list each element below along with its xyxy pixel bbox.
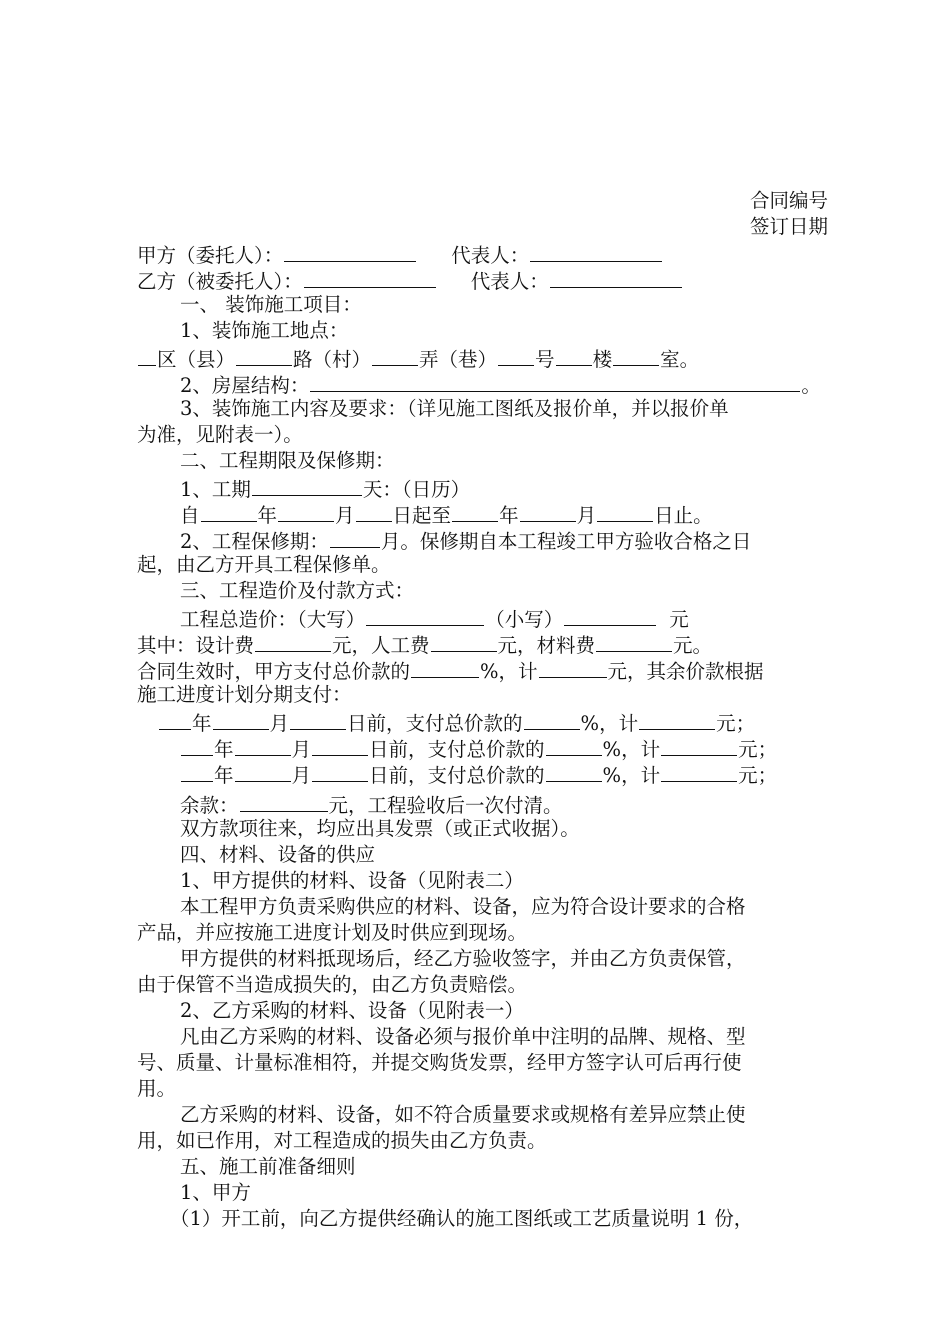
party-a-prep-item1: （1）开工前，向乙方提供经确认的施工图纸或工艺质量说明 1 份， xyxy=(170,1207,754,1230)
warranty-line xyxy=(180,526,751,555)
installment-pct-label: %，计 xyxy=(602,738,661,761)
installment-end: 元； xyxy=(738,764,778,787)
installment-month-label: 月 xyxy=(291,738,312,761)
total-small-label: （小写） xyxy=(485,608,564,631)
end-month-blank[interactable] xyxy=(520,500,576,522)
party-a-materials-title: 1、甲方提供的材料、设备（见附表二） xyxy=(180,869,524,892)
balance-blank[interactable] xyxy=(240,790,328,812)
design-fee-blank[interactable] xyxy=(255,630,331,652)
installment-year-label: 年 xyxy=(214,738,234,761)
design-fee-label: 其中：设计费 xyxy=(137,634,255,657)
effective-line-2: 施工进度计划分期支付： xyxy=(137,683,352,706)
installment-end: 元； xyxy=(716,712,756,735)
installment-day-label: 日前，支付总价款的 xyxy=(369,738,545,761)
structure-line xyxy=(180,370,821,399)
installment-month-blank[interactable] xyxy=(213,708,269,730)
sign-date-label: 签订日期 xyxy=(750,215,829,238)
installment-amount-blank[interactable] xyxy=(661,760,737,782)
pct-calc-label: %，计 xyxy=(480,660,538,683)
installment-amount-blank[interactable] xyxy=(661,734,737,756)
structure-label: 2、房屋结构： xyxy=(180,374,310,397)
balance-label: 余款： xyxy=(180,794,239,817)
section1-title: 一、 装饰施工项目： xyxy=(180,293,362,316)
party-a-blank[interactable] xyxy=(284,240,416,262)
installment-pct-label: %，计 xyxy=(602,764,661,787)
section2-title: 二、工程期限及保修期： xyxy=(180,449,395,472)
party-a-rep-label: 代表人： xyxy=(451,244,530,267)
party-b-materials-p1-line1: 凡由乙方采购的材料、设备必须与报价单中注明的品牌、规格、型 xyxy=(180,1025,746,1048)
party-b-rep-blank[interactable] xyxy=(550,266,682,288)
structure-end: 。 xyxy=(801,374,821,397)
installment-amount-blank[interactable] xyxy=(639,708,715,730)
section3-title: 三、工程造价及付款方式： xyxy=(180,579,415,602)
section5-title: 五、施工前准备细则 xyxy=(180,1155,356,1178)
installment-day-blank[interactable] xyxy=(290,708,346,730)
contract-number-label: 合同编号 xyxy=(750,189,829,212)
district-label: 区（县） xyxy=(157,348,236,371)
warranty-blank[interactable] xyxy=(330,526,380,548)
address-line xyxy=(137,344,699,373)
warranty-line-2: 起，由乙方开具工程保修单。 xyxy=(137,553,391,576)
party-a-label: 甲方（委托人）： xyxy=(137,244,284,267)
start-month-blank[interactable] xyxy=(278,500,334,522)
installment-year-blank[interactable] xyxy=(159,708,191,730)
installment-pct-label: %，计 xyxy=(580,712,639,735)
start-day-blank[interactable] xyxy=(356,500,392,522)
party-a-materials-p1-line1: 本工程甲方负责采购供应的材料、设备，应为符合设计要求的合格 xyxy=(180,895,746,918)
number-label: 号 xyxy=(535,348,555,371)
content-line-1: 3、装饰施工内容及要求：（详见施工图纸及报价单，并以报价单 xyxy=(180,397,729,420)
lane-blank[interactable] xyxy=(372,344,418,366)
effective-amount-blank[interactable] xyxy=(539,656,607,678)
year-label: 年 xyxy=(257,504,278,527)
party-a-rep-blank[interactable] xyxy=(530,240,662,262)
warranty-label: 2、工程保修期： xyxy=(180,530,329,553)
room-label: 室。 xyxy=(660,348,700,371)
installment-month-label: 月 xyxy=(291,764,312,787)
road-label: 路（村） xyxy=(293,348,372,371)
party-b-rep-label: 代表人： xyxy=(470,270,549,293)
installment-day-blank[interactable] xyxy=(312,760,368,782)
installment-year-blank[interactable] xyxy=(181,760,213,782)
total-number-blank[interactable] xyxy=(564,604,656,626)
installment-day-blank[interactable] xyxy=(312,734,368,756)
installment-end: 元； xyxy=(738,738,778,761)
installment-month-blank[interactable] xyxy=(235,734,291,756)
day-end-label: 日止。 xyxy=(654,504,713,527)
labor-fee-label: 元，人工费 xyxy=(332,634,430,657)
party-b-materials-p2-line2: 用，如已作用，对工程造成的损失由乙方负责。 xyxy=(137,1129,547,1152)
section4-title: 四、材料、设备的供应 xyxy=(180,843,376,866)
installment-year-label: 年 xyxy=(214,764,234,787)
period-line xyxy=(180,474,470,503)
installment-row-2 xyxy=(180,734,777,763)
material-fee-blank[interactable] xyxy=(596,630,672,652)
invoice-line: 双方款项往来，均应出具发票（或正式收据）。 xyxy=(180,817,580,840)
period-blank[interactable] xyxy=(252,474,362,496)
site-label: 1、装饰施工地点： xyxy=(180,319,349,342)
month-label: 月 xyxy=(576,504,597,527)
party-b-materials-p1-line2: 号、质量、计量标准相符，并提交购货发票，经甲方签字认可后再行使 xyxy=(137,1051,742,1074)
end-year-blank[interactable] xyxy=(452,500,498,522)
yuan-label: 元 xyxy=(669,608,689,631)
party-b-materials-p1-line3: 用。 xyxy=(137,1077,177,1100)
end-day-blank[interactable] xyxy=(597,500,653,522)
structure-blank[interactable] xyxy=(310,370,800,392)
room-blank[interactable] xyxy=(613,344,659,366)
year-label: 年 xyxy=(499,504,519,527)
labor-fee-blank[interactable] xyxy=(431,630,497,652)
party-a-prep-title: 1、甲方 xyxy=(180,1181,251,1204)
installment-year-label: 年 xyxy=(192,712,212,735)
installment-month-blank[interactable] xyxy=(235,760,291,782)
total-uppercase-blank[interactable] xyxy=(366,604,484,626)
lane-label: 弄（巷） xyxy=(419,348,498,371)
day-start-label: 日起至 xyxy=(392,504,452,527)
breakdown-end: 元。 xyxy=(673,634,713,657)
effective-payment-line xyxy=(137,656,764,685)
party-a-materials-p1-line2: 产品，并应按施工进度计划及时供应到现场。 xyxy=(137,921,528,944)
party-a-materials-p2-line1: 甲方提供的材料抵现场后，经乙方验收签字，并由乙方负责保管， xyxy=(180,947,746,970)
month-label: 月 xyxy=(335,504,355,527)
effective-pct-blank[interactable] xyxy=(411,656,479,678)
installment-pct-blank[interactable] xyxy=(546,734,602,756)
building-label: 楼 xyxy=(592,348,613,371)
warranty-rest: 月。保修期自本工程竣工甲方验收合格之日 xyxy=(380,530,752,553)
balance-line xyxy=(180,790,563,819)
content-line-2: 为准，见附表一）。 xyxy=(137,423,303,446)
road-blank[interactable] xyxy=(236,344,292,366)
party-a-line xyxy=(137,240,663,269)
period-unit: 天：（日历） xyxy=(362,478,471,501)
effective-rest: 元，其余价款根据 xyxy=(607,660,764,683)
party-b-line xyxy=(137,266,683,295)
date-range-line xyxy=(180,500,713,529)
installment-day-label: 日前，支付总价款的 xyxy=(369,764,545,787)
installment-day-label: 日前，支付总价款的 xyxy=(347,712,523,735)
installment-row-3 xyxy=(180,760,777,789)
effective-label: 合同生效时，甲方支付总价款的 xyxy=(137,660,411,683)
building-blank[interactable] xyxy=(556,344,592,366)
material-fee-label: 元，材料费 xyxy=(497,634,596,657)
from-label: 自 xyxy=(180,504,200,527)
party-b-materials-p2-line1: 乙方采购的材料、设备，如不符合质量要求或规格有差异应禁止使 xyxy=(180,1103,746,1126)
party-b-materials-title: 2、乙方采购的材料、设备（见附表一） xyxy=(180,999,524,1022)
total-price-line xyxy=(180,604,689,633)
party-b-label: 乙方（被委托人）： xyxy=(137,270,303,293)
total-label: 工程总造价：（大写） xyxy=(180,608,366,631)
party-a-materials-p2-line2: 由于保管不当造成损失的，由乙方负责赔偿。 xyxy=(137,973,528,996)
installment-year-blank[interactable] xyxy=(181,734,213,756)
district-blank[interactable] xyxy=(138,344,156,366)
start-year-blank[interactable] xyxy=(201,500,257,522)
installment-row-1 xyxy=(158,708,755,737)
breakdown-line xyxy=(137,630,712,659)
period-label: 1、工期 xyxy=(180,478,251,501)
installment-month-label: 月 xyxy=(269,712,290,735)
balance-rest: 元，工程验收后一次付清。 xyxy=(328,794,563,817)
party-b-blank[interactable] xyxy=(304,266,436,288)
installment-pct-blank[interactable] xyxy=(524,708,580,730)
number-blank[interactable] xyxy=(498,344,534,366)
installment-pct-blank[interactable] xyxy=(546,760,602,782)
